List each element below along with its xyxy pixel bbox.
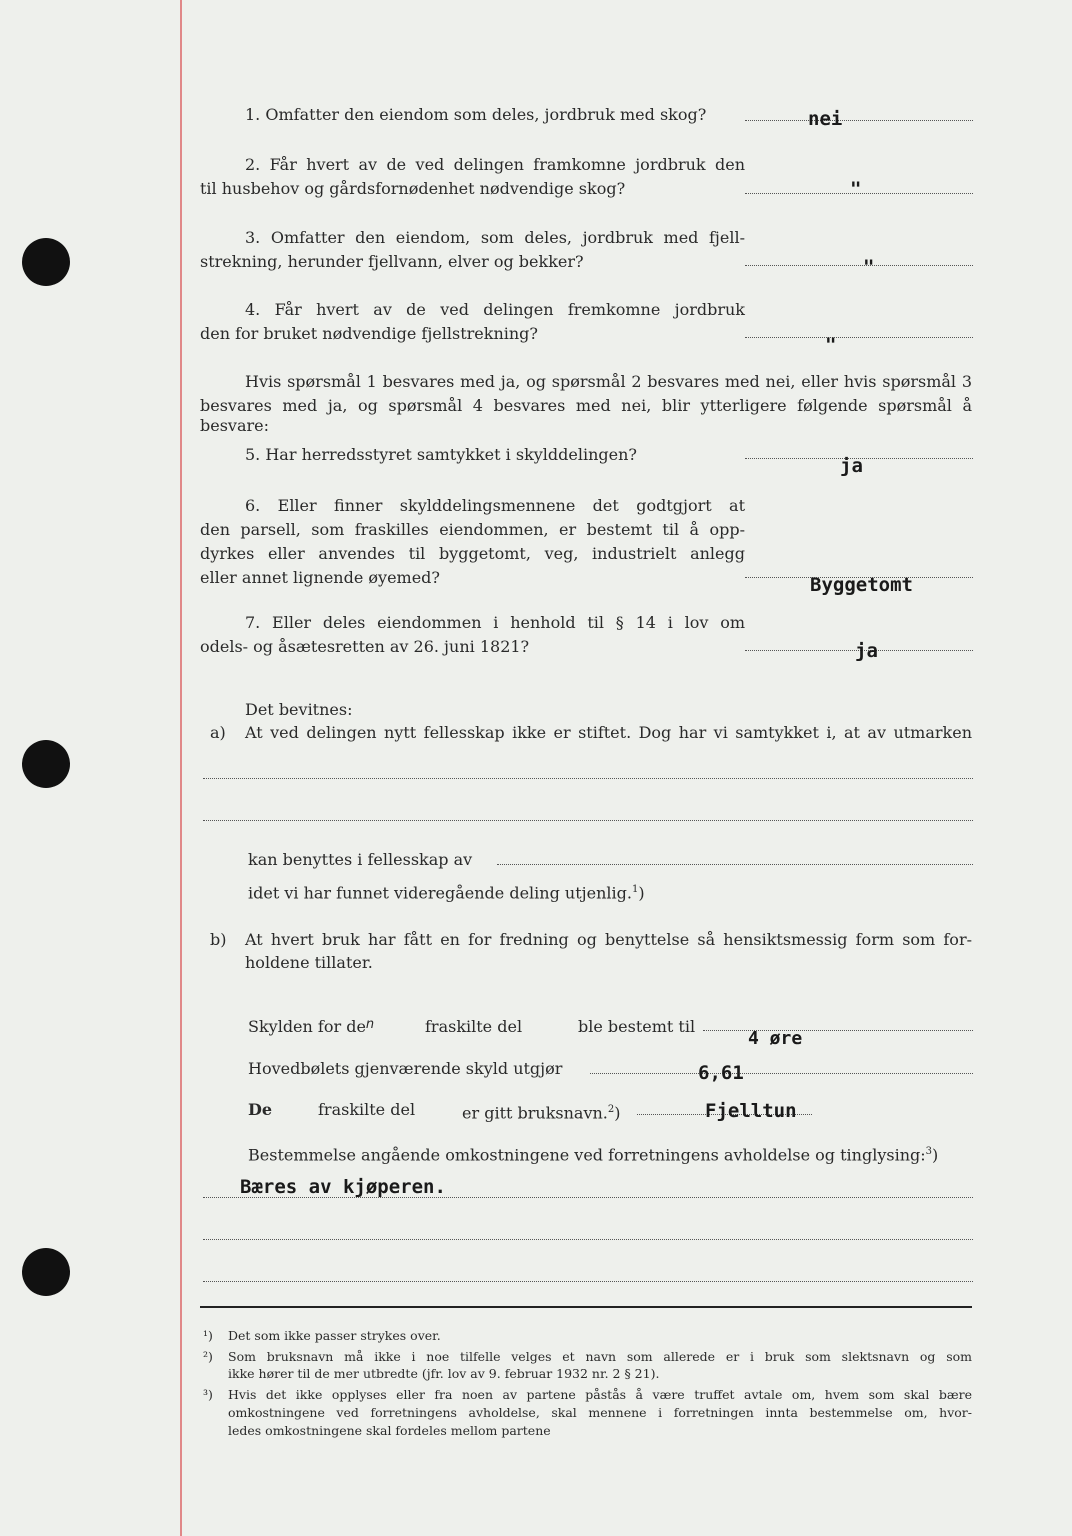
footnote-ref-1: 1 [631,884,639,895]
skyld-label [248,1017,374,1039]
question-3-line-2: strekning, herunder fjellvann, elver og bekker? [200,252,584,271]
skyld-fraskilte: fraskilte del [425,1017,523,1036]
footnote-ref-3: 3 [925,1146,932,1157]
bruksnavn-label: er gitt bruksnavn.$^2$) [462,1103,621,1123]
question-6-line-2: den parsell, som fraskilles eiendommen, er bestemt til å opp- [200,520,745,539]
footnote-ref-2: 2 [607,1104,615,1115]
answer-7: ja [855,640,878,662]
cost-line-3[interactable] [203,1281,973,1282]
punch-hole-top [22,238,70,286]
finding-text: idet vi har funnet videregående deling utjenlig. [248,883,632,903]
item-b-line-2: holdene tillater. [245,953,373,972]
footnote-3-line-2: omkostningene ved forretningens avholdelse, skal mennene i forretningen innta bestemmelse om, hvor- [228,1405,972,1420]
skyld-label-text: Skylden for de [248,1017,366,1036]
skyld-handwritten: n [365,1017,375,1032]
blank-line-a-1[interactable] [203,778,973,779]
item-b-label: b) [210,930,227,949]
question-2-line-1: 2. Får hvert av de ved delingen framkomne jordbruk den [245,155,745,174]
answer-6: Byggetomt [810,574,913,596]
margin-line [180,0,182,1536]
footnote-3-line-1: Hvis det ikke opplyses eller fra noen av partene påstås å være truffet avtale om, hvem som skal bære [228,1387,972,1402]
cost-line-1[interactable] [203,1197,973,1198]
shared-use-label: kan benyttes i fellesskap av [248,850,473,869]
footnote-1: Det som ikke passer strykes over. [228,1328,441,1343]
punch-hole-middle [22,740,70,788]
question-7-line-2: odels- og åsætesretten av 26. juni 1821? [200,637,530,656]
question-3-line-1: 3. Omfatter den eiendom, som deles, jordbruk med fjell- [245,228,745,247]
item-b-line-1: At hvert bruk har fått en for fredning og benyttelse så hensiktsmessig form som for- [245,930,972,949]
cost-label: Bestemmelse angående omkostningene ved forretningens avholdelse og tinglysing:$^3$) [248,1145,939,1165]
cost-value: Bæres av kjøperen. [240,1176,446,1198]
question-7-line-1: 7. Eller deles eiendommen i henhold til § 14 i lov om [245,613,745,632]
bruksnavn-label-text: er gitt bruksnavn. [462,1103,608,1123]
instruction-line-1: Hvis spørsmål 1 besvares med ja, og spørsmål 2 besvares med nei, eller hvis spørsmål 3 [245,372,972,391]
footnote-3-mark: ³) [203,1387,213,1402]
question-1: 1. Omfatter den eiendom som deles, jordbruk med skog? [245,105,707,124]
answer-4: " [825,334,837,356]
footnote-3-line-3: ledes omkostningene skal fordeles mellom partene [228,1423,551,1438]
question-4-line-2: den for bruket nødvendige fjellstrekning? [200,324,538,343]
answer-1: nei [808,108,843,130]
hovedbol-value: 6,61 [698,1062,744,1084]
skyld-value: 4 øre [748,1028,803,1049]
cost-label-text: Bestemmelse angående omkostningene ved forretningens avholdelse og tinglysing: [248,1145,926,1165]
answer-line-1[interactable] [745,120,973,121]
question-2-line-2: til husbehov og gårdsfornødenhet nødvendige skog? [200,179,626,198]
certification-heading: Det bevitnes: [245,700,353,719]
answer-2: " [850,178,862,200]
answer-line-3[interactable] [745,265,973,266]
answer-3: " [863,256,875,278]
item-a-label: a) [210,723,226,742]
question-6-line-3: dyrkes eller anvendes til byggetomt, veg, industrielt anlegg [200,544,745,563]
question-5: 5. Har herredsstyret samtykket i skylddelingen? [245,445,637,464]
skyld-line[interactable] [703,1030,973,1031]
bruksnavn-fraskilte: fraskilte del [318,1100,416,1119]
question-6-line-4: eller annet lignende øyemed? [200,568,440,587]
skyld-bestemt: ble bestemt til [578,1017,696,1036]
hovedbol-label: Hovedbølets gjenværende skyld utgjør [248,1059,563,1078]
footnote-2-line-1: Som bruksnavn må ikke i noe tilfelle velges et navn som allerede er i bruk som slektsnavn og som [228,1349,972,1364]
instruction-line-2: besvares med ja, og spørsmål 4 besvares med nei, blir ytterligere følgende spørsmål å besvare: [200,396,972,435]
bruksnavn-value: Fjelltun [705,1100,797,1122]
answer-5: ja [840,455,863,477]
bruksnavn-de: De [248,1100,273,1119]
footnote-rule [200,1306,972,1308]
item-a-text: At ved delingen nytt fellesskap ikke er stiftet. Dog har vi samtykket i, at av utmarken [245,723,972,742]
footnote-2-mark: ²) [203,1349,213,1364]
blank-line-a-2[interactable] [203,820,973,821]
hovedbol-line[interactable] [590,1073,973,1074]
footnote-2-line-2: ikke hører til de mer utbredte (jfr. lov av 9. februar 1932 nr. 2 § 21). [228,1366,660,1381]
punch-hole-bottom [22,1248,70,1296]
finding-line: idet vi har funnet videregående deling utjenlig.$^1$) [248,883,645,903]
shared-use-line[interactable] [497,864,973,865]
answer-line-4[interactable] [745,337,973,338]
question-6-line-1: 6. Eller finner skylddelingsmennene det godtgjort at [245,496,745,515]
footnote-1-mark: ¹) [203,1328,213,1343]
cost-line-2[interactable] [203,1239,973,1240]
question-4-line-1: 4. Får hvert av de ved delingen fremkomne jordbruk [245,300,745,319]
